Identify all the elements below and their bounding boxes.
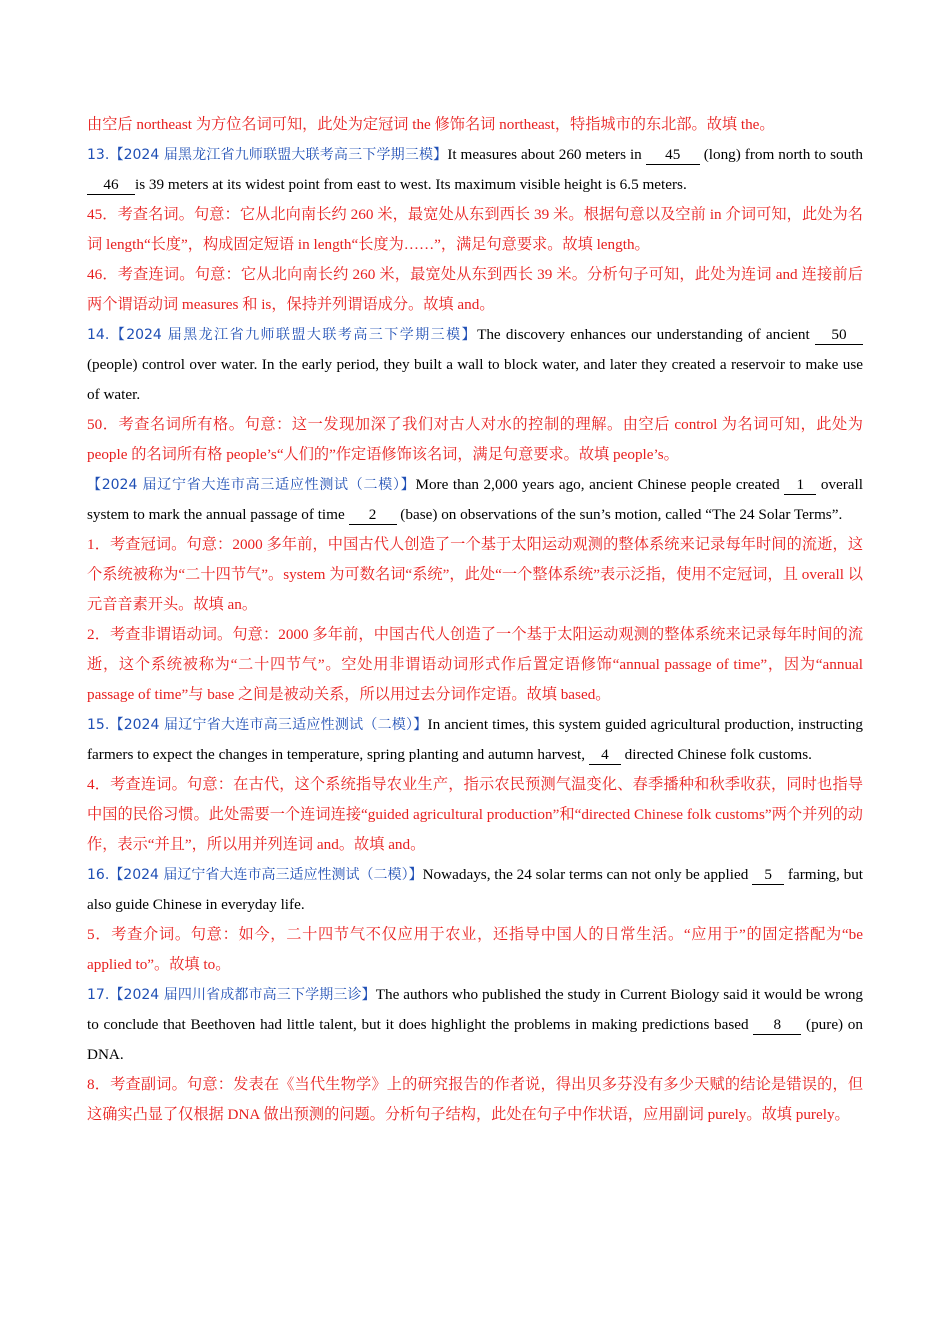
question-text: Nowadays, the 24 solar terms can not only be applied [422, 866, 753, 883]
answer-blank: 46 [87, 176, 135, 195]
answer-45: 45．考查名词。句意：它从北向南长约 260 米，最宽处从东到西长 39 米。根据句意以及空前 in 介词可知，此处为名词 length“长度”，构成固定短语 in length“长度为……”，满足句意要求。故填 length。 [87, 206, 863, 253]
question-text: (pure) on DNA. [87, 1016, 863, 1063]
question-text: overall system to mark the annual passage of time [87, 476, 863, 523]
answer-blank: 2 [349, 506, 397, 525]
question-14 [87, 320, 863, 410]
question-text: The discovery enhances our understanding of ancient [477, 326, 816, 343]
question-text: (long) from north to south [699, 146, 864, 163]
question-text: directed Chinese folk customs. [620, 746, 812, 763]
answer-paragraph: 由空后 northeast 为方位名词可知，此处为定冠词 the 修饰名词 northeast，特指城市的东北部。故填 the。 [87, 116, 775, 133]
answer-blank: 8 [753, 1016, 801, 1035]
question-source: 【2024 届辽宁省大连市高三适应性测试（二模）】 [87, 477, 416, 493]
answer-2: 2．考查非谓语动词。句意：2000 多年前，中国古代人创造了一个基于太阳运动观测的整体系统来记录每年时间的流逝，这个系统被称为“二十四节气”。空处用非谓语动词形式作后置定语修饰“annual passage of time”，因为“annual passage of time”与 base 之间是被动关系，所以用过去分词作定语。故填 based。 [87, 626, 863, 703]
question-text: In ancient times, this system guided agricultural production, instructing farmers to expect the changes in temperature, spring planting and autumn harvest, [87, 716, 863, 763]
question-text: is 39 meters at its widest point from east to west. Its maximum visible height is 6.5 meters. [135, 176, 687, 193]
question-source: 【2024 届黑龙江省九师联盟大联考高三下学期三模】 [109, 327, 478, 343]
question-text: More than 2,000 years ago, ancient Chinese people created [415, 476, 785, 493]
question-number: 17. [87, 987, 110, 1003]
answer-blank: 50 [815, 326, 863, 345]
question-text: It measures about 260 meters in [447, 146, 646, 163]
question-number: 16. [87, 867, 110, 883]
answer-blank: 5 [752, 866, 784, 885]
question-dalian [87, 470, 863, 530]
answer-5: 5．考查介词。句意：如今，二十四节气不仅应用于农业，还指导中国人的日常生活。“应用于”的固定搭配为“be applied to”。故填 to。 [87, 926, 863, 973]
question-text: (people) control over water. In the early period, they built a wall to block water, and later they created a reservoir to make use of water. [87, 356, 863, 403]
question-text: The authors who published the study in Current Biology said it would be wrong to conclude that Beethoven had little talent, but it does highlight the problems in making predictions based [87, 986, 864, 1033]
question-source: 【2024 届黑龙江省九师联盟大联考高三下学期三模】 [109, 147, 448, 163]
question-number: 15. [87, 717, 110, 733]
question-13 [87, 140, 863, 200]
question-text: (base) on observations of the sun’s motion, called “The 24 Solar Terms”. [396, 506, 843, 523]
answer-blank: 45 [646, 146, 700, 165]
answer-1: 1．考查冠词。句意：2000 多年前，中国古代人创造了一个基于太阳运动观测的整体系统来记录每年时间的流逝，这个系统被称为“二十四节气”。system 为可数名词“系统”，此处“一个整体系统”表示泛指，使用不定冠词，且 overall 以元音音素开头。故填 an。 [87, 536, 863, 613]
question-16 [87, 860, 863, 920]
question-number: 13. [87, 147, 110, 163]
question-text: farming, but also guide Chinese in everyday life. [87, 866, 864, 913]
answer-blank: 4 [589, 746, 621, 765]
question-source: 【2024 届辽宁省大连市高三适应性测试（二模）】 [109, 867, 423, 883]
document-content [87, 110, 863, 1130]
question-17 [87, 980, 863, 1070]
answer-50: 50．考查名词所有格。句意：这一发现加深了我们对古人对水的控制的理解。由空后 control 为名词可知，此处为 people 的名词所有格 people’s“人们的”作定语修饰该名词，满足句意要求。故填 people’s。 [87, 416, 863, 463]
question-number: 14. [87, 327, 110, 343]
answer-46: 46．考查连词。句意：它从北向南长约 260 米，最宽处从东到西长 39 米。分析句子可知，此处为连词 and 连接前后两个谓语动词 measures 和 is，保持并列谓语成分。故填 and。 [87, 266, 863, 313]
answer-blank: 1 [784, 476, 816, 495]
question-source: 【2024 届辽宁省大连市高三适应性测试（二模）】 [109, 717, 428, 733]
answer-8: 8．考查副词。句意：发表在《当代生物学》上的研究报告的作者说，得出贝多芬没有多少天赋的结论是错误的，但这确实凸显了仅根据 DNA 做出预测的问题。分析句子结构，此处在句子中作状语，应用副词 purely。故填 purely。 [87, 1076, 863, 1123]
question-15 [87, 710, 863, 770]
question-source: 【2024 届四川省成都市高三下学期三诊】 [109, 987, 376, 1003]
answer-4: 4．考查连词。句意：在古代，这个系统指导农业生产，指示农民预测气温变化、春季播种和秋季收获，同时也指导中国的民俗习惯。此处需要一个连词连接“guided agricultural production”和“directed Chinese folk customs”两个并列的动作，表示“并且”，所以用并列连词 and。故填 and。 [87, 776, 863, 853]
